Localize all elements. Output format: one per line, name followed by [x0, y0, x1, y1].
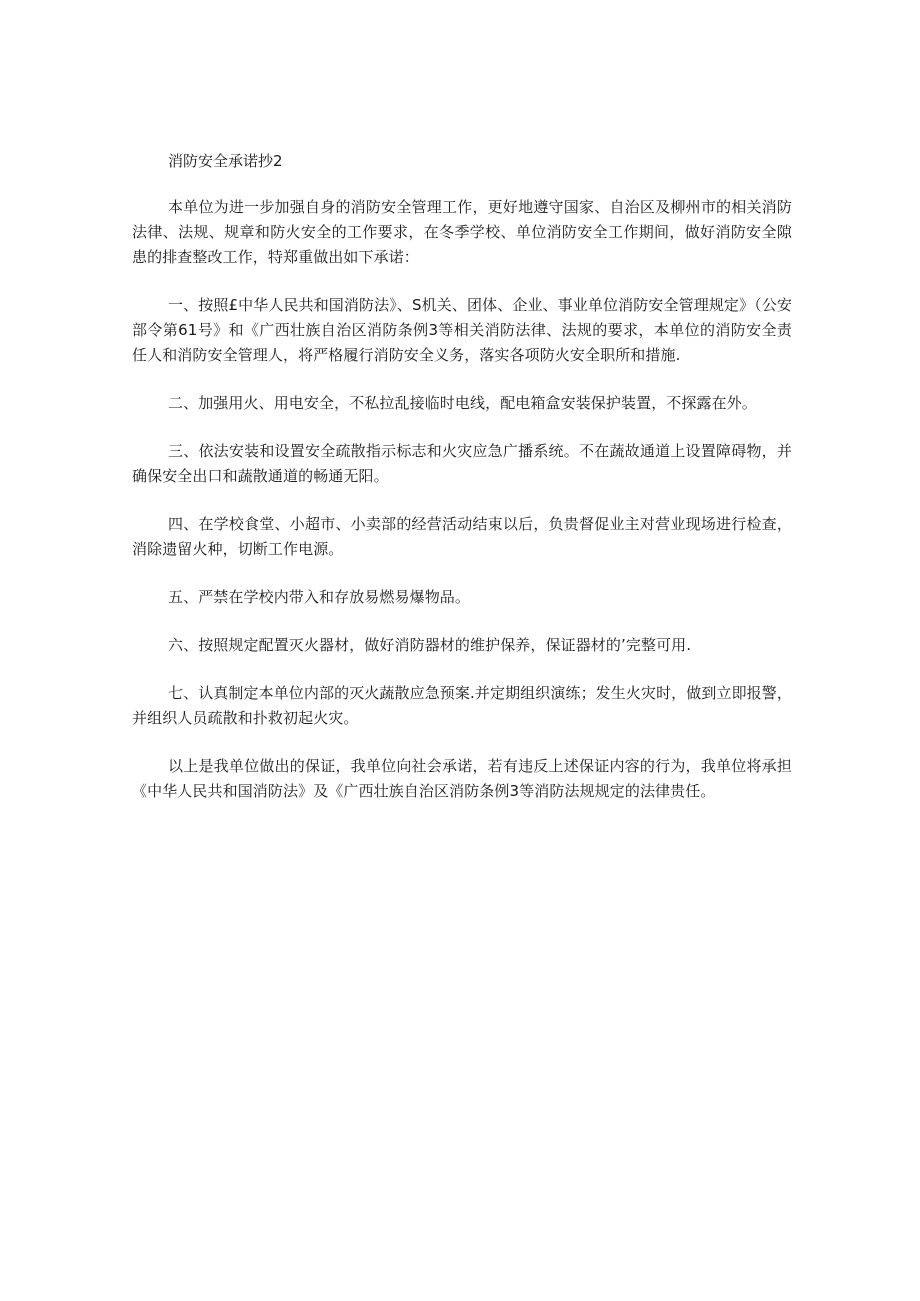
document-page [132, 150, 792, 827]
clause-6-paragraph: 六、按照规定配置灭火器材，做好消防器材的维护保养，保证器材的’完整可用. [168, 636, 692, 654]
clause-1-paragraph: 一、按照£中华人民共和国消防法》、S机关、团体、企业、事业单位消防安全管理规定》（公安部令第61号》和《广西壮族自治区消防条例3等相关消防法律、法规的要求，本单位的消防安全责任人和消防安全管理人，将严格履行消防安全义务，落实各项防火安全职所和措施. [132, 296, 792, 364]
clause-7-paragraph: 七、认真制定本单位内部的灭火蔬散应急预案.并定期组织演练；发生火灾时，做到立即报警，并组织人员疏散和扑救初起火灾。 [132, 684, 792, 727]
clause-4-paragraph: 四、在学校食堂、小超市、小卖部的经营活动结束以后，负贵督促业主对营业现场进行检查，消除遗留火种，切断工作电源。 [132, 515, 792, 558]
closing-paragraph: 以上是我单位做出的保证，我单位向社会承诺，若有违反上述保证内容的行为，我单位将承担《中华人民共和国消防法》及《广西壮族自治区消防条例3等消防法规规定的法律贵任。 [132, 757, 792, 800]
document-title: 消防安全承诺抄2 [168, 152, 283, 170]
clause-3-paragraph: 三、依法安装和设置安全疏散指示标志和火灾应急广播系统。不在蔬故通道上设置障碍物，并确保安全出口和蔬散通道的畅通无阳。 [132, 442, 792, 485]
intro-paragraph: 本单位为进一步加强自身的消防安全管理工作，更好地遵守国家、自治区及柳州市的相关消防法律、法规、规章和防火安全的工作要求，在冬季学校、单位消防安全工作期间，做好消防安全隙患的排查整改工作，特郑重做出如下承诺： [132, 198, 792, 266]
clause-5-paragraph: 五、严禁在学校内带入和存放易燃易爆物品。 [168, 588, 471, 606]
clause-2-paragraph: 二、加强用火、用电安全，不私拉乱接临时电线，配电箱盒安装保护装置，不探露在外。 [168, 394, 757, 412]
